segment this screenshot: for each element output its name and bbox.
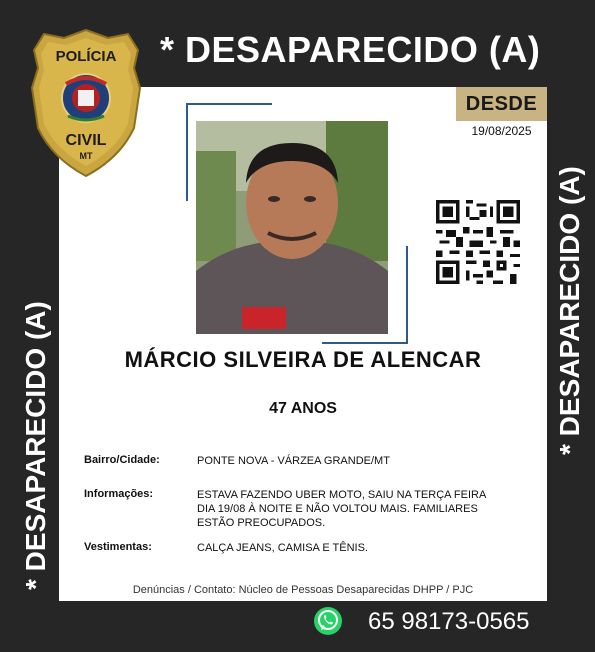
person-age: 47 ANOS [269, 400, 337, 417]
contact-phone[interactable]: 65 98173-0565 [368, 608, 530, 635]
clothes-label: Vestimentas: [84, 541, 152, 553]
neighborhood-value: PONTE NOVA - VÁRZEA GRANDE/MT [197, 455, 390, 467]
since-label: DESDE [456, 87, 547, 121]
police-badge-icon [30, 28, 142, 178]
since-date: 19/08/2025 [471, 124, 532, 138]
qr-code-icon [436, 200, 520, 284]
info-line: DIA 19/08 À NOITE E NÃO VOLTOU MAIS. FAMILIARES [197, 503, 478, 515]
header-title: * DESAPARECIDO (A) [160, 29, 541, 70]
contact-note: Denúncias / Contato: Núcleo de Pessoas Desaparecidas DHPP / PJC [132, 584, 474, 596]
info-line: ESTÃO PREOCUPADOS. [197, 517, 326, 529]
clothes-value: CALÇA JEANS, CAMISA E TÊNIS. [197, 542, 368, 554]
side-left-text: * DESAPARECIDO (A) [20, 301, 51, 590]
side-right-text: * DESAPARECIDO (A) [554, 166, 585, 455]
neighborhood-label: Bairro/Cidade: [84, 454, 160, 466]
badge-state-text: MT [79, 151, 93, 161]
badge-bottom-text: CIVIL [65, 132, 107, 149]
whatsapp-icon[interactable] [313, 606, 343, 636]
person-name: MÁRCIO SILVEIRA DE ALENCAR [124, 347, 482, 372]
badge-top-text: POLÍCIA [55, 48, 117, 65]
person-photo [196, 121, 388, 334]
info-line: ESTAVA FAZENDO UBER MOTO, SAIU NA TERÇA FEIRA [197, 489, 487, 501]
info-value [197, 488, 527, 530]
info-label: Informações: [84, 488, 154, 500]
